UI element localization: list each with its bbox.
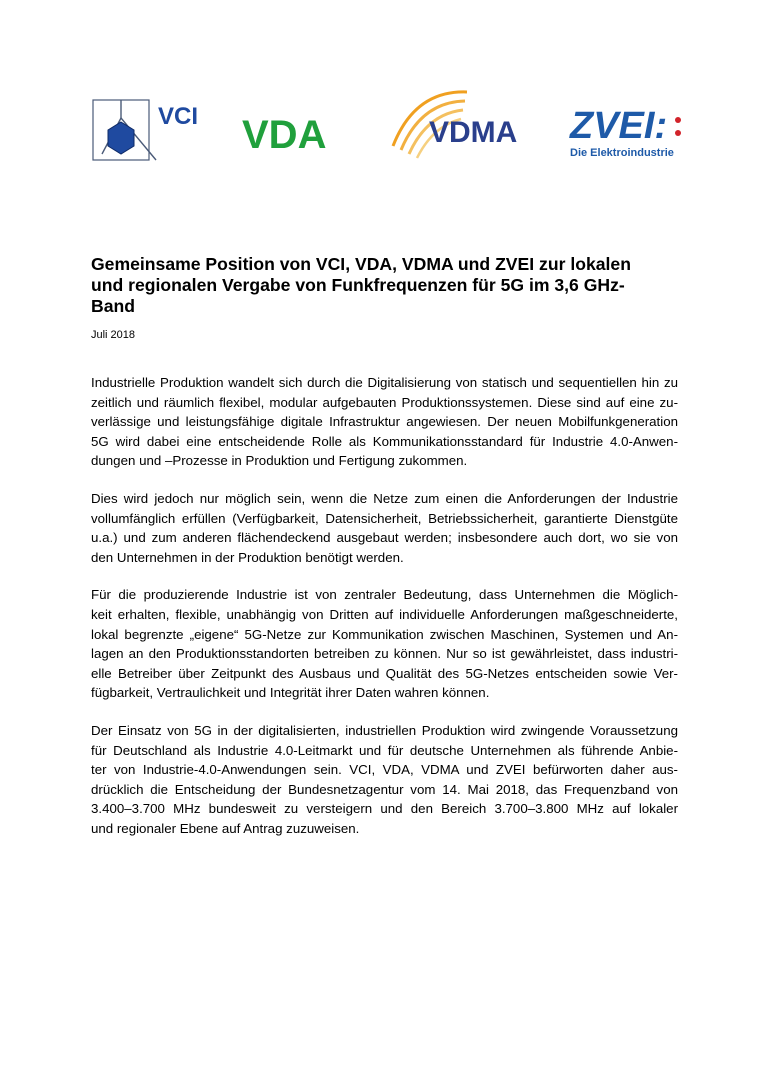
vci-logo-text: VCI [158, 103, 199, 130]
text-line: verlässige und leistungsfähige digitale Infrastruktur angewiesen. Der neuen Mobilfunkgeneration [91, 414, 678, 430]
paragraph [91, 721, 678, 839]
text-line: 5G wird dabei eine entscheidende Rolle als Kommunikationsstandard für Industrie 4.0-Anwen- [91, 433, 678, 449]
text-line: den Unternehmen in der Produktion benötigt werden. [91, 549, 404, 565]
text-line: vollumfänglich erfüllen (Verfügbarkeit, Datensicherheit, Betriebssicherheit, garantierte Dienstgüte [91, 510, 678, 526]
logo-bar [0, 0, 768, 200]
paragraph [91, 489, 678, 567]
text-line: ter von Industrie-4.0-Anwendungen sein. VCI, VDA, VDMA und ZVEI befürworten daher aus- [91, 762, 678, 778]
title-line: Band [91, 296, 135, 316]
text-line: lokal begrenzte „eigene“ 5G-Netze zur Kommunikation zwischen Maschinen, Systemen und An- [91, 626, 678, 642]
title-line: und regionalen Vergabe von Funkfrequenzen für 5G im 3,6 GHz- [91, 275, 625, 295]
text-line: Für die produzierende Industrie ist von zentraler Bedeutung, dass Unternehmen die Möglich- [91, 587, 678, 603]
text-line: zeitlich und räumlich flexibel, modular aufgebauten Produktionssystemen. Diese sind auf eine zu- [91, 394, 678, 410]
vci-logo [92, 98, 202, 162]
document-date: Juli 2018 [91, 329, 136, 341]
zvei-logo [568, 102, 686, 162]
zvei-logo-text: ZVEI: [570, 105, 668, 147]
text-line: Der Einsatz von 5G in der digitalisierten, industriellen Produktion wird zwingende Voraussetzung [91, 722, 678, 738]
text-line: Dies wird jedoch nur möglich sein, wenn die Netze zum einen die Anforderungen der Industrie [91, 490, 678, 506]
text-line: elle Betreiber über Zeitpunkt des Ausbaus und Qualität des 5G-Netzes entscheiden sowie Ver- [91, 665, 678, 681]
document-title [91, 254, 691, 317]
text-line: u.a.) und zum anderen flächendeckend ausgebaut werden; insbesondere auch dort, wo sie von [91, 530, 678, 546]
text-line: dungen und –Prozesse in Produktion und Fertigung zukommen. [91, 453, 468, 469]
zvei-logo-subtitle: Die Elektroindustrie [570, 147, 674, 159]
title-line: Gemeinsame Position von VCI, VDA, VDMA und ZVEI zur lokalen [91, 254, 631, 274]
text-line: für Deutschland als Industrie 4.0-Leitmarkt und für deutsche Unternehmen als führende Anbie- [91, 742, 678, 758]
paragraph [91, 585, 678, 703]
text-line: Industrielle Produktion wandelt sich durch die Digitalisierung von statisch und sequentiellen hin zu [91, 375, 678, 390]
text-line: 3.400–3.700 MHz bundesweit zu versteigern und den Bereich 3.700–3.800 MHz auf lokaler [91, 801, 678, 817]
text-line: drücklich die Entscheidung der Bundesnetzagentur vom 14. Mai 2018, das Frequenzband von [91, 781, 678, 797]
text-line: keit erhalten, flexible, unabhängig von Dritten auf individuelle Anforderungen maßgeschneiderte, [91, 606, 678, 622]
vda-logo [238, 108, 350, 156]
vdma-logo [385, 84, 535, 180]
document-body [91, 373, 678, 856]
text-line: lagen an den Produktionsstandorten betreiben zu können. Nur so ist gewährleistet, dass industri- [91, 646, 678, 662]
paragraph [91, 373, 678, 471]
text-line: und regionaler Ebene auf Antrag zuzuweisen. [91, 820, 360, 836]
vdma-logo-text: VDMA [429, 116, 518, 149]
text-line: fügbarkeit, Vertraulichkeit und Integrität ihrer Daten wahren können. [91, 685, 490, 701]
vda-logo-text: VDA [242, 113, 327, 156]
